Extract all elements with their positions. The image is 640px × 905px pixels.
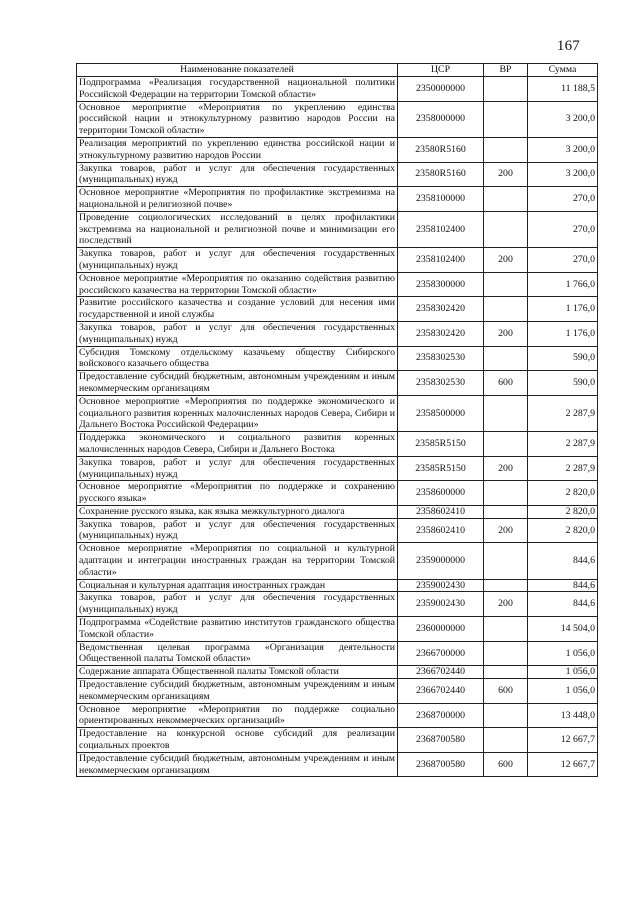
header-vr: ВР (484, 64, 528, 77)
row-csr: 2368700580 (398, 728, 484, 753)
row-csr: 23580R5160 (398, 162, 484, 187)
row-vr: 200 (484, 162, 528, 187)
row-csr: 2358500000 (398, 395, 484, 431)
row-sum: 2 287,9 (528, 456, 598, 481)
row-name: Развитие российского казачества и создание условий для несения ими государственной и иной службы (77, 297, 398, 322)
row-name: Закупка товаров, работ и услуг для обеспечения государственных (муниципальных) нужд (77, 592, 398, 617)
row-vr (484, 187, 528, 212)
table-row (77, 456, 598, 481)
table-row (77, 432, 598, 457)
table-body (77, 77, 598, 777)
row-sum: 270,0 (528, 187, 598, 212)
row-name: Социальная и культурная адаптация иностранных граждан (77, 579, 398, 592)
row-csr: 2366700000 (398, 641, 484, 666)
row-vr (484, 297, 528, 322)
row-sum: 270,0 (528, 248, 598, 273)
row-name: Закупка товаров, работ и услуг для обеспечения государственных (муниципальных) нужд (77, 321, 398, 346)
row-csr: 23580R5160 (398, 137, 484, 162)
row-csr: 2359000000 (398, 543, 484, 579)
table-row (77, 77, 598, 102)
row-name: Основное мероприятие «Мероприятия по поддержке социально ориентированных некоммерческих организаций» (77, 703, 398, 728)
row-vr (484, 211, 528, 247)
row-csr: 2358302530 (398, 371, 484, 396)
row-vr: 600 (484, 371, 528, 396)
table-row (77, 703, 598, 728)
header-csr: ЦСР (398, 64, 484, 77)
row-vr (484, 617, 528, 642)
row-vr (484, 137, 528, 162)
row-csr: 2366702440 (398, 666, 484, 679)
row-csr: 2358602410 (398, 518, 484, 543)
row-csr: 2358000000 (398, 101, 484, 137)
row-csr: 2359002430 (398, 592, 484, 617)
row-vr: 600 (484, 752, 528, 777)
table-row (77, 481, 598, 506)
row-vr (484, 641, 528, 666)
row-vr (484, 579, 528, 592)
row-sum: 2 287,9 (528, 395, 598, 431)
row-sum: 590,0 (528, 346, 598, 371)
row-csr: 2368700000 (398, 703, 484, 728)
row-csr: 2358302420 (398, 321, 484, 346)
table-row (77, 321, 598, 346)
row-vr: 200 (484, 592, 528, 617)
table-row (77, 617, 598, 642)
budget-table (76, 63, 598, 777)
page-number: 167 (556, 38, 580, 54)
row-name: Основное мероприятие «Мероприятия по укреплению единства российской нации и этнокультурному развитию народов России на территории Томской области» (77, 101, 398, 137)
header-sum: Сумма (528, 64, 598, 77)
row-csr: 2358102400 (398, 248, 484, 273)
row-sum: 844,6 (528, 592, 598, 617)
row-name: Основное мероприятие «Мероприятия по оказанию содействия развитию российского казачества на территории Томской области» (77, 272, 398, 297)
table-row (77, 505, 598, 518)
row-sum: 2 820,0 (528, 481, 598, 506)
row-vr: 200 (484, 518, 528, 543)
table-row (77, 579, 598, 592)
header-name: Наименование показателей (77, 64, 398, 77)
table-row (77, 666, 598, 679)
table-row (77, 752, 598, 777)
row-csr: 2368700580 (398, 752, 484, 777)
row-name: Основное мероприятие «Мероприятия по социальной и культурной адаптации и интеграции иностранных граждан на территории Томской области» (77, 543, 398, 579)
row-sum: 14 504,0 (528, 617, 598, 642)
row-csr: 2359002430 (398, 579, 484, 592)
table-row (77, 679, 598, 704)
row-name: Закупка товаров, работ и услуг для обеспечения государственных (муниципальных) нужд (77, 248, 398, 273)
row-csr: 2358302420 (398, 297, 484, 322)
row-name: Предоставление на конкурсной основе субсидий для реализации социальных проектов (77, 728, 398, 753)
row-name: Сохранение русского языка, как языка межкультурного диалога (77, 505, 398, 518)
row-sum: 2 820,0 (528, 518, 598, 543)
table-row (77, 543, 598, 579)
row-csr: 2358600000 (398, 481, 484, 506)
row-name: Реализация мероприятий по укреплению единства российской нации и этнокультурному развитию народов России (77, 137, 398, 162)
row-sum: 2 287,9 (528, 432, 598, 457)
table-row (77, 162, 598, 187)
table-row (77, 395, 598, 431)
row-vr (484, 543, 528, 579)
row-name: Основное мероприятие «Мероприятия по поддержке экономического и социального развития коренных малочисленных народов Севера, Сибири и Дальнего Востока Российской Федерации» (77, 395, 398, 431)
row-name: Подпрограмма «Реализация государственной национальной политики Российской Федерации на территории Томской области» (77, 77, 398, 102)
table-row (77, 137, 598, 162)
row-vr (484, 481, 528, 506)
row-sum: 1 056,0 (528, 679, 598, 704)
row-vr (484, 101, 528, 137)
row-csr: 2360000000 (398, 617, 484, 642)
row-vr (484, 346, 528, 371)
row-name: Ведомственная целевая программа «Организация деятельности Общественной палаты Томской области» (77, 641, 398, 666)
row-csr: 2358102400 (398, 211, 484, 247)
row-vr (484, 432, 528, 457)
row-csr: 23585R5150 (398, 456, 484, 481)
table-row (77, 297, 598, 322)
row-sum: 2 820,0 (528, 505, 598, 518)
row-vr: 200 (484, 248, 528, 273)
table-row (77, 728, 598, 753)
row-sum: 844,6 (528, 543, 598, 579)
row-sum: 3 200,0 (528, 101, 598, 137)
table-row (77, 211, 598, 247)
row-vr (484, 728, 528, 753)
row-csr: 23585R5150 (398, 432, 484, 457)
row-csr: 2358302530 (398, 346, 484, 371)
row-sum: 12 667,7 (528, 728, 598, 753)
table-row (77, 592, 598, 617)
row-name: Предоставление субсидий бюджетным, автономным учреждениям и иным некоммерческим организациям (77, 679, 398, 704)
table-row (77, 101, 598, 137)
row-csr: 2350000000 (398, 77, 484, 102)
row-name: Проведение социологических исследований в целях профилактики экстремизма на национальной и религиозной почве и минимизации его последствий (77, 211, 398, 247)
table-row (77, 518, 598, 543)
table-row (77, 272, 598, 297)
row-sum: 1 766,0 (528, 272, 598, 297)
table-row (77, 248, 598, 273)
row-vr (484, 395, 528, 431)
row-name: Закупка товаров, работ и услуг для обеспечения государственных (муниципальных) нужд (77, 162, 398, 187)
row-vr: 200 (484, 321, 528, 346)
row-sum: 270,0 (528, 211, 598, 247)
row-vr (484, 666, 528, 679)
row-name: Основное мероприятие «Мероприятия по поддержке и сохранению русского языка» (77, 481, 398, 506)
row-csr: 2358300000 (398, 272, 484, 297)
row-csr: 2366702440 (398, 679, 484, 704)
row-vr (484, 272, 528, 297)
row-name: Подпрограмма «Содействие развитию институтов гражданского общества Томской области» (77, 617, 398, 642)
table-row (77, 346, 598, 371)
row-name: Предоставление субсидий бюджетным, автономным учреждениям и иным некоммерческим организациям (77, 752, 398, 777)
row-sum: 13 448,0 (528, 703, 598, 728)
row-name: Субсидия Томскому отдельскому казачьему обществу Сибирского войскового казачьего общества (77, 346, 398, 371)
row-sum: 3 200,0 (528, 137, 598, 162)
table-row (77, 187, 598, 212)
table-header-row (77, 64, 598, 77)
row-vr (484, 77, 528, 102)
row-vr (484, 505, 528, 518)
table-row (77, 641, 598, 666)
row-sum: 1 056,0 (528, 666, 598, 679)
row-sum: 1 176,0 (528, 321, 598, 346)
row-vr (484, 703, 528, 728)
row-sum: 1 056,0 (528, 641, 598, 666)
row-vr: 200 (484, 456, 528, 481)
row-sum: 3 200,0 (528, 162, 598, 187)
row-csr: 2358100000 (398, 187, 484, 212)
row-name: Закупка товаров, работ и услуг для обеспечения государственных (муниципальных) нужд (77, 518, 398, 543)
row-csr: 2358602410 (398, 505, 484, 518)
row-sum: 12 667,7 (528, 752, 598, 777)
row-sum: 590,0 (528, 371, 598, 396)
row-vr: 600 (484, 679, 528, 704)
row-sum: 11 188,5 (528, 77, 598, 102)
row-name: Основное мероприятие «Мероприятия по профилактике экстремизма на национальной и религиозной почве» (77, 187, 398, 212)
row-name: Предоставление субсидий бюджетным, автономным учреждениям и иным некоммерческим организациям (77, 371, 398, 396)
row-name: Закупка товаров, работ и услуг для обеспечения государственных (муниципальных) нужд (77, 456, 398, 481)
row-name: Поддержка экономического и социального развития коренных малочисленных народов Севера, Сибири и Дальнего Востока (77, 432, 398, 457)
table-row (77, 371, 598, 396)
row-sum: 1 176,0 (528, 297, 598, 322)
row-name: Содержание аппарата Общественной палаты Томской области (77, 666, 398, 679)
row-sum: 844,6 (528, 579, 598, 592)
